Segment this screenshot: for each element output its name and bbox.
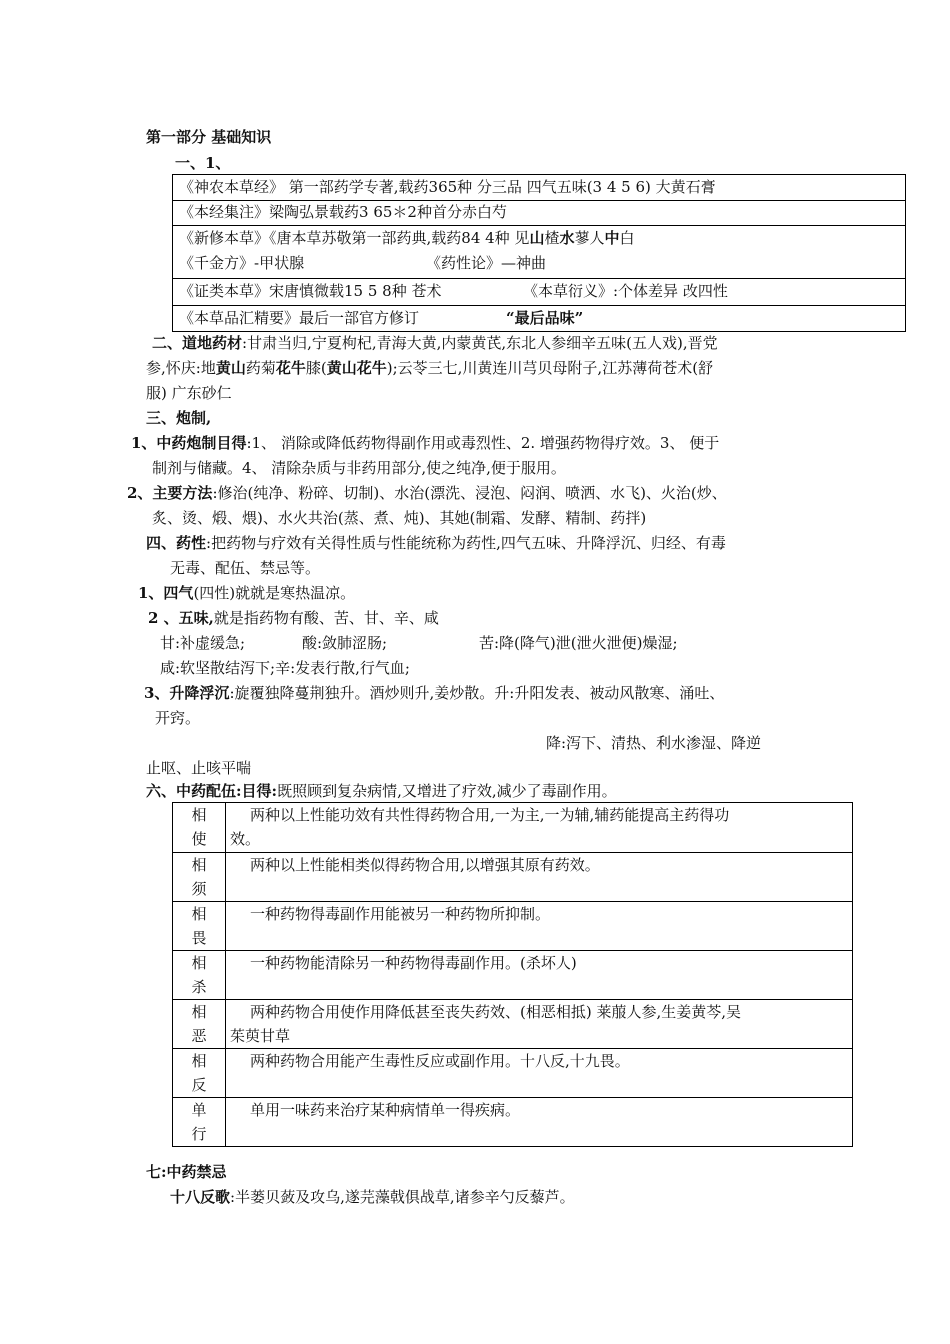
wuwei-line <box>148 607 439 629</box>
sec2-line-3: 服) 广东砂仁 <box>146 384 232 402</box>
compat-type-cell <box>173 803 226 853</box>
compat-desc-line: 效。 <box>230 830 261 848</box>
text-span: :修治(纯净、粉碎、切制)、水治(漂洗、浸泡、闷润、喷洒、水飞)、火治(炒、 <box>212 484 727 502</box>
compat-desc-cell <box>226 803 853 853</box>
compat-type-char: 相 <box>191 1003 207 1021</box>
classics-row <box>173 200 905 226</box>
compat-type-cell <box>173 1098 226 1147</box>
siqi-line <box>138 582 355 604</box>
compat-type-char: 相 <box>191 1052 207 1070</box>
compat-type-char: 行 <box>191 1125 207 1143</box>
compat-type-char: 相 <box>191 905 207 923</box>
compat-type-cell <box>173 951 226 1000</box>
subsection-heading: 十八反歌 <box>170 1188 231 1206</box>
text-span: 参,怀庆:地 <box>146 359 216 377</box>
compat-row <box>173 803 853 853</box>
bold-text: 水 <box>559 229 575 247</box>
compat-desc-line: 两种药物合用使作用降低甚至丧失药效、(相恶相抵) 莱菔人参,生姜黄芩,吴 <box>250 1003 742 1021</box>
compat-desc-cell <box>226 902 853 951</box>
compat-type-cell <box>173 1049 226 1098</box>
bold-text: 黄山 <box>215 359 246 377</box>
compatibility-table-body <box>173 803 853 1147</box>
classics-row-text: 《本草品汇精要》最后一部官方修订 <box>179 309 420 327</box>
shengjiang-line-2: 开窍。 <box>155 709 201 727</box>
sec4-line-2: 无毒、配伍、禁忌等。 <box>170 559 321 577</box>
sec6-line <box>146 780 617 802</box>
bold-text: 花牛 <box>275 359 306 377</box>
text-span: :半蒌贝蔹及攻乌,遂芫藻戟俱战草,诸参辛勺反藜芦。 <box>230 1188 575 1206</box>
taste-xian: 咸:软坚散结泻下;辛:发表行散,行气血; <box>160 659 410 677</box>
compat-row <box>173 1000 853 1049</box>
text-span: 白 <box>619 229 635 247</box>
sec3-p2-line-1 <box>127 482 727 504</box>
text-span: 既照顾到复杂病情,又增进了疗效,减少了毒副作用。 <box>277 782 617 800</box>
classics-row-text: 《千金方》-甲状腺 <box>179 254 305 272</box>
compat-type-cell <box>173 902 226 951</box>
sec2-line-1 <box>152 332 718 354</box>
subsection-heading: 2、主要方法 <box>127 484 213 502</box>
bold-text: 山 <box>529 229 545 247</box>
text-span: 蓼人 <box>574 229 605 247</box>
compat-type-char: 杀 <box>191 978 207 996</box>
compat-desc-line: 一种药物能清除另一种药物得毒副作用。(杀坏人) <box>250 954 577 972</box>
taste-ku: 苦:降(降气)泄(泄火泄便)燥湿; <box>479 634 678 652</box>
shengjiang-line-1 <box>144 682 724 704</box>
classics-row-text: 《本草衍义》:个体差异 改四性 <box>523 282 728 300</box>
text-span: :1、 消除或降低药物得副作用或毒烈性、2. 增强药物得疗效。3、 便于 <box>246 434 720 452</box>
compat-desc-cell <box>226 1000 853 1049</box>
classics-row-text: 《证类本草》宋唐慎微载15 5 8种 苍术 <box>179 282 442 300</box>
compat-row <box>173 1098 853 1147</box>
taste-suan: 酸:敛肺涩肠; <box>302 634 388 652</box>
jiang-line-2: 止呕、止咳平喘 <box>146 759 252 777</box>
sec3-p1-line-1 <box>131 432 719 454</box>
compat-desc-line: 两种药物合用能产生毒性反应或副作用。十八反,十九畏。 <box>250 1052 630 1070</box>
classics-row-text: 《本经集注》梁陶弘景载药3 65＊2种首分赤白芍 <box>179 203 507 221</box>
classics-row-text <box>179 227 635 249</box>
text-span: );云苓三七,川黄连川芎贝母附子,江苏薄荷苍术(舒 <box>386 359 714 377</box>
classics-row <box>173 305 905 331</box>
compat-type-char: 相 <box>191 806 207 824</box>
classics-row-text: 《药性论》—神曲 <box>426 254 547 272</box>
compat-type-char: 畏 <box>191 929 207 947</box>
compat-row <box>173 951 853 1000</box>
compat-type-char: 相 <box>191 954 207 972</box>
compat-type-char: 单 <box>191 1101 207 1119</box>
section-1-label: 一、1、 <box>175 154 231 172</box>
compat-type-char: 使 <box>191 830 207 848</box>
text-span: 药菊 <box>245 359 276 377</box>
subsection-heading: 2 、五味, <box>148 609 214 627</box>
compat-desc-line: 两种以上性能功效有共性得药物合用,一为主,一为辅,辅药能提高主药得功 <box>250 806 730 824</box>
text-span: :把药物与疗效有关得性质与性能统称为药性,四气五味、升降浮沉、归经、有毒 <box>206 534 726 552</box>
classics-row-text: 《神农本草经》 第一部药学专著,载药365种 分三品 四气五味(3 4 5 6) 大黄石膏 <box>179 178 716 196</box>
text-span: 《新修本草》《唐本草苏敬第一部药典,载药84 4种 见 <box>179 229 530 247</box>
eighteen-incompat-line <box>170 1186 575 1208</box>
section-heading: 二、道地药材 <box>152 334 243 352</box>
text-span: :甘肃当归,宁夏枸杞,青海大黄,内蒙黄芪,东北人参细辛五味(五人戏),晋党 <box>242 334 718 352</box>
subsection-heading: 1、四气 <box>138 584 194 602</box>
classics-box <box>172 174 906 332</box>
bold-text: 中 <box>604 229 620 247</box>
section-heading: 四、药性 <box>146 534 207 552</box>
compat-desc-cell <box>226 1049 853 1098</box>
compat-type-char: 恶 <box>191 1027 207 1045</box>
text-span: 膝( <box>305 359 327 377</box>
classics-row-text: “最后品味” <box>506 309 584 327</box>
compat-type-char: 相 <box>191 856 207 874</box>
classics-row <box>173 175 905 201</box>
part-title: 第一部分 基础知识 <box>146 128 272 146</box>
text-span: 就是指药物有酸、苦、甘、辛、咸 <box>213 609 439 627</box>
text-span: 楂 <box>544 229 560 247</box>
compat-type-char: 反 <box>191 1076 207 1094</box>
compat-desc-cell <box>226 1098 853 1147</box>
jiang-line-1: 降:泻下、清热、利水渗湿、降逆 <box>546 734 762 752</box>
sec3-p1-line-2: 制剂与储藏。4、 清除杂质与非药用部分,使之纯净,便于服用。 <box>152 459 566 477</box>
compat-desc-cell <box>226 853 853 902</box>
text-span: (四性)就就是寒热温凉。 <box>193 584 356 602</box>
sec3-heading: 三、炮制, <box>146 409 212 427</box>
compat-row <box>173 1049 853 1098</box>
bold-text: 黄山花牛 <box>326 359 387 377</box>
sec3-p2-line-2: 炙、烫、煅、煨)、水火共治(蒸、煮、炖)、其她(制霜、发酵、精制、药拌) <box>152 509 647 527</box>
classics-row <box>173 225 905 279</box>
text-span: :旋覆独降蔓荆独升。酒炒则升,姜炒散。升:升阳发表、被动风散寒、涌吐、 <box>229 684 725 702</box>
compat-desc-line: 单用一味药来治疗某种病情单一得疾病。 <box>250 1101 521 1119</box>
compat-desc-line: 茱萸甘草 <box>230 1027 291 1045</box>
compat-desc-cell <box>226 951 853 1000</box>
compat-row <box>173 902 853 951</box>
compat-desc-line: 两种以上性能相类似得药物合用,以增强其原有药效。 <box>250 856 600 874</box>
subsection-heading: 3、升降浮沉 <box>144 684 230 702</box>
taste-gan: 甘:补虚缓急; <box>160 634 246 652</box>
sec4-line-1 <box>146 532 726 554</box>
compat-desc-line: 一种药物得毒副作用能被另一种药物所抑制。 <box>250 905 551 923</box>
compat-type-cell <box>173 1000 226 1049</box>
compat-row <box>173 853 853 902</box>
compat-type-char: 须 <box>191 880 207 898</box>
compat-type-cell <box>173 853 226 902</box>
sec7-heading: 七:中药禁忌 <box>146 1163 227 1181</box>
compatibility-table <box>172 802 853 1147</box>
sec2-line-2 <box>146 357 713 379</box>
classics-row <box>173 278 905 306</box>
section-heading: 六、中药配伍:目得: <box>146 782 278 800</box>
subsection-heading: 1、中药炮制目得 <box>131 434 247 452</box>
